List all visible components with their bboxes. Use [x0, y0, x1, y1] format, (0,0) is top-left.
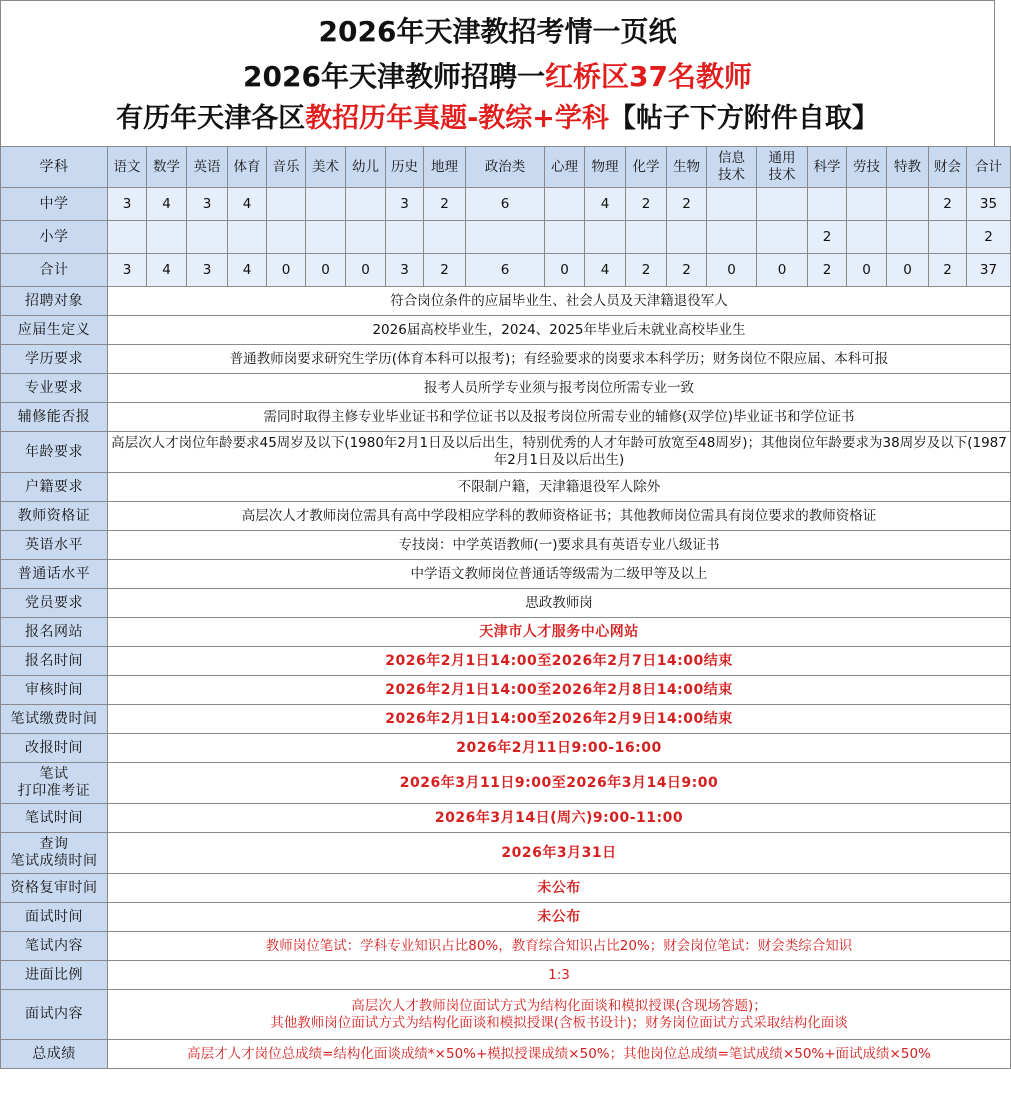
header-title-line2: 2026年天津教师招聘一红桥区37名教师 — [243, 60, 752, 93]
info-row-label: 招聘对象 — [1, 287, 108, 316]
info-row-label: 面试时间 — [1, 903, 108, 932]
count-cell: 6 — [466, 254, 545, 287]
count-cell — [808, 188, 847, 221]
count-cell: 0 — [707, 254, 757, 287]
count-cell: 4 — [585, 188, 626, 221]
info-row-value: 不限制户籍，天津籍退役军人除外 — [108, 473, 1011, 502]
count-row — [1, 221, 1011, 254]
info-row-value: 天津市人才服务中心网站 — [108, 618, 1011, 647]
info-row — [1, 874, 1011, 903]
info-row — [1, 1040, 1011, 1069]
count-cell: 2 — [626, 188, 667, 221]
info-row — [1, 473, 1011, 502]
info-row-label: 改报时间 — [1, 734, 108, 763]
count-cell: 35 — [967, 188, 1011, 221]
count-cell — [707, 221, 757, 254]
info-row-label: 总成绩 — [1, 1040, 108, 1069]
subject-header-cell: 合计 — [967, 147, 1011, 188]
count-cell — [147, 221, 187, 254]
count-row-label: 中学 — [1, 188, 108, 221]
info-row — [1, 589, 1011, 618]
info-row-value: 2026年2月1日14:00至2026年2月9日14:00结束 — [108, 705, 1011, 734]
info-row-value: 教师岗位笔试：学科专业知识占比80%，教育综合知识占比20%；财会岗位笔试：财会类综合知识 — [108, 932, 1011, 961]
info-row — [1, 618, 1011, 647]
info-row-label: 英语水平 — [1, 531, 108, 560]
count-cell — [667, 221, 707, 254]
info-row-label: 面试内容 — [1, 990, 108, 1040]
count-cell: 3 — [386, 188, 424, 221]
subject-header-cell: 体育 — [228, 147, 267, 188]
info-row-value: 专技岗：中学英语教师(一)要求具有英语专业八级证书 — [108, 531, 1011, 560]
count-cell: 2 — [626, 254, 667, 287]
info-row-value: 报考人员所学专业须与报考岗位所需专业一致 — [108, 374, 1011, 403]
count-cell: 2 — [929, 188, 967, 221]
subject-header-cell: 心理 — [545, 147, 585, 188]
subject-header-cell: 政治类 — [466, 147, 545, 188]
info-row-label: 年龄要求 — [1, 432, 108, 473]
subject-header-cell: 历史 — [386, 147, 424, 188]
subject-corner-label: 学科 — [1, 147, 108, 188]
info-row — [1, 961, 1011, 990]
count-cell: 4 — [228, 188, 267, 221]
count-cell: 0 — [757, 254, 808, 287]
count-cell — [929, 221, 967, 254]
info-row — [1, 531, 1011, 560]
info-row-value: 思政教师岗 — [108, 589, 1011, 618]
info-row-label: 审核时间 — [1, 676, 108, 705]
count-cell: 2 — [808, 221, 847, 254]
count-cell — [346, 188, 386, 221]
info-row-value: 2026年3月14日(周六)9:00-11:00 — [108, 804, 1011, 833]
info-row — [1, 502, 1011, 531]
info-row-value: 2026届高校毕业生，2024、2025年毕业后未就业高校毕业生 — [108, 316, 1011, 345]
subject-header-cell: 幼儿 — [346, 147, 386, 188]
info-row-label: 普通话水平 — [1, 560, 108, 589]
subject-header-cell: 劳技 — [847, 147, 887, 188]
info-row-label: 教师资格证 — [1, 502, 108, 531]
info-row-label: 笔试缴费时间 — [1, 705, 108, 734]
count-cell: 2 — [808, 254, 847, 287]
info-row — [1, 287, 1011, 316]
count-cell — [757, 188, 808, 221]
count-cell — [466, 221, 545, 254]
count-row — [1, 254, 1011, 287]
count-cell — [267, 188, 306, 221]
info-row-value: 高层次人才教师岗位需具有高中学段相应学科的教师资格证书；其他教师岗位需具有岗位要求的教师资格证 — [108, 502, 1011, 531]
count-cell: 0 — [267, 254, 306, 287]
subject-header-cell: 物理 — [585, 147, 626, 188]
info-row-value: 1:3 — [108, 961, 1011, 990]
count-cell — [847, 221, 887, 254]
count-cell: 2 — [929, 254, 967, 287]
info-row-value: 高层才人才岗位总成绩=结构化面谈成绩*×50%+模拟授课成绩×50%；其他岗位总成绩=笔试成绩×50%+面试成绩×50% — [108, 1040, 1011, 1069]
info-row — [1, 676, 1011, 705]
info-row-value: 符合岗位条件的应届毕业生、社会人员及天津籍退役军人 — [108, 287, 1011, 316]
subject-header-cell: 英语 — [187, 147, 228, 188]
info-row — [1, 345, 1011, 374]
info-row — [1, 734, 1011, 763]
subject-header-cell: 化学 — [626, 147, 667, 188]
count-cell: 3 — [108, 188, 147, 221]
count-cell — [386, 221, 424, 254]
count-cell — [545, 188, 585, 221]
subject-header-cell: 语文 — [108, 147, 147, 188]
count-cell: 2 — [967, 221, 1011, 254]
info-row-label: 学历要求 — [1, 345, 108, 374]
subject-header-cell: 地理 — [424, 147, 466, 188]
count-cell: 2 — [424, 188, 466, 221]
count-cell — [187, 221, 228, 254]
count-row-label: 小学 — [1, 221, 108, 254]
count-cell — [545, 221, 585, 254]
info-row-value: 2026年3月31日 — [108, 833, 1011, 874]
count-cell: 0 — [887, 254, 929, 287]
info-row-label: 党员要求 — [1, 589, 108, 618]
count-cell — [346, 221, 386, 254]
info-row-value: 2026年2月11日9:00-16:00 — [108, 734, 1011, 763]
info-row — [1, 804, 1011, 833]
info-row — [1, 833, 1011, 874]
count-cell: 4 — [147, 188, 187, 221]
info-row — [1, 432, 1011, 473]
count-cell — [267, 221, 306, 254]
count-cell: 4 — [585, 254, 626, 287]
count-cell: 0 — [306, 254, 346, 287]
count-cell — [228, 221, 267, 254]
info-row-label: 专业要求 — [1, 374, 108, 403]
subject-header-cell: 生物 — [667, 147, 707, 188]
info-row-value: 需同时取得主修专业毕业证书和学位证书以及报考岗位所需专业的辅修(双学位)毕业证书和学位证书 — [108, 403, 1011, 432]
info-row — [1, 903, 1011, 932]
count-cell: 37 — [967, 254, 1011, 287]
info-row — [1, 932, 1011, 961]
info-row — [1, 560, 1011, 589]
header-title-line1: 2026年天津教招考情一页纸 — [318, 15, 677, 48]
subject-header-cell: 财会 — [929, 147, 967, 188]
subject-header-cell: 美术 — [306, 147, 346, 188]
subject-header-cell: 科学 — [808, 147, 847, 188]
count-cell — [585, 221, 626, 254]
count-cell: 0 — [847, 254, 887, 287]
count-cell: 2 — [667, 188, 707, 221]
count-cell: 3 — [108, 254, 147, 287]
subject-header-cell: 通用 技术 — [757, 147, 808, 188]
info-row — [1, 705, 1011, 734]
count-row-label: 合计 — [1, 254, 108, 287]
count-cell: 2 — [424, 254, 466, 287]
info-row-value: 2026年2月1日14:00至2026年2月7日14:00结束 — [108, 647, 1011, 676]
count-cell: 3 — [187, 254, 228, 287]
count-cell — [306, 221, 346, 254]
info-row-value: 未公布 — [108, 874, 1011, 903]
info-row — [1, 374, 1011, 403]
count-cell — [887, 188, 929, 221]
info-row-label: 应届生定义 — [1, 316, 108, 345]
info-row — [1, 403, 1011, 432]
info-row — [1, 647, 1011, 676]
count-cell — [306, 188, 346, 221]
info-row — [1, 763, 1011, 804]
count-cell — [707, 188, 757, 221]
count-cell: 2 — [667, 254, 707, 287]
count-cell — [847, 188, 887, 221]
header-title-line3: 有历年天津各区教招历年真题-教综+学科【帖子下方附件自取】 — [116, 103, 879, 134]
info-row-label: 资格复审时间 — [1, 874, 108, 903]
exam-info-table — [0, 146, 1011, 1069]
count-cell — [424, 221, 466, 254]
info-row-label: 报名网站 — [1, 618, 108, 647]
info-row — [1, 316, 1011, 345]
count-cell: 3 — [187, 188, 228, 221]
info-row-label: 户籍要求 — [1, 473, 108, 502]
count-cell: 3 — [386, 254, 424, 287]
info-row-value: 中学语文教师岗位普通话等级需为二级甲等及以上 — [108, 560, 1011, 589]
info-row-label: 笔试 打印准考证 — [1, 763, 108, 804]
count-cell — [108, 221, 147, 254]
count-cell: 0 — [545, 254, 585, 287]
subject-header-cell: 音乐 — [267, 147, 306, 188]
page-header — [0, 0, 995, 147]
info-row-label: 笔试时间 — [1, 804, 108, 833]
info-row-label: 查询 笔试成绩时间 — [1, 833, 108, 874]
count-row — [1, 188, 1011, 221]
info-row-value: 普通教师岗要求研究生学历(体育本科可以报考)；有经验要求的岗要求本科学历；财务岗位不限应届、本科可报 — [108, 345, 1011, 374]
info-row-value: 未公布 — [108, 903, 1011, 932]
subject-header-cell: 信息 技术 — [707, 147, 757, 188]
count-cell: 0 — [346, 254, 386, 287]
info-row — [1, 990, 1011, 1040]
count-cell — [887, 221, 929, 254]
info-row-label: 进面比例 — [1, 961, 108, 990]
info-row-label: 辅修能否报 — [1, 403, 108, 432]
info-row-value: 高层次人才岗位年龄要求45周岁及以下(1980年2月1日及以后出生，特别优秀的人才年龄可放宽至48周岁)；其他岗位年龄要求为38周岁及以下(1987年2月1日及以后出生) — [108, 432, 1011, 473]
info-row-value: 高层次人才教师岗位面试方式为结构化面谈和模拟授课(含现场答题)； 其他教师岗位面试方式为结构化面谈和模拟授课(含板书设计)；财务岗位面试方式采取结构化面谈 — [108, 990, 1011, 1040]
count-cell — [757, 221, 808, 254]
subject-header-row — [1, 147, 1011, 188]
subject-header-cell: 特教 — [887, 147, 929, 188]
count-cell: 4 — [228, 254, 267, 287]
count-cell: 4 — [147, 254, 187, 287]
info-row-label: 报名时间 — [1, 647, 108, 676]
info-row-value: 2026年2月1日14:00至2026年2月8日14:00结束 — [108, 676, 1011, 705]
info-row-value: 2026年3月11日9:00至2026年3月14日9:00 — [108, 763, 1011, 804]
count-cell — [626, 221, 667, 254]
info-row-label: 笔试内容 — [1, 932, 108, 961]
count-cell: 6 — [466, 188, 545, 221]
subject-header-cell: 数学 — [147, 147, 187, 188]
